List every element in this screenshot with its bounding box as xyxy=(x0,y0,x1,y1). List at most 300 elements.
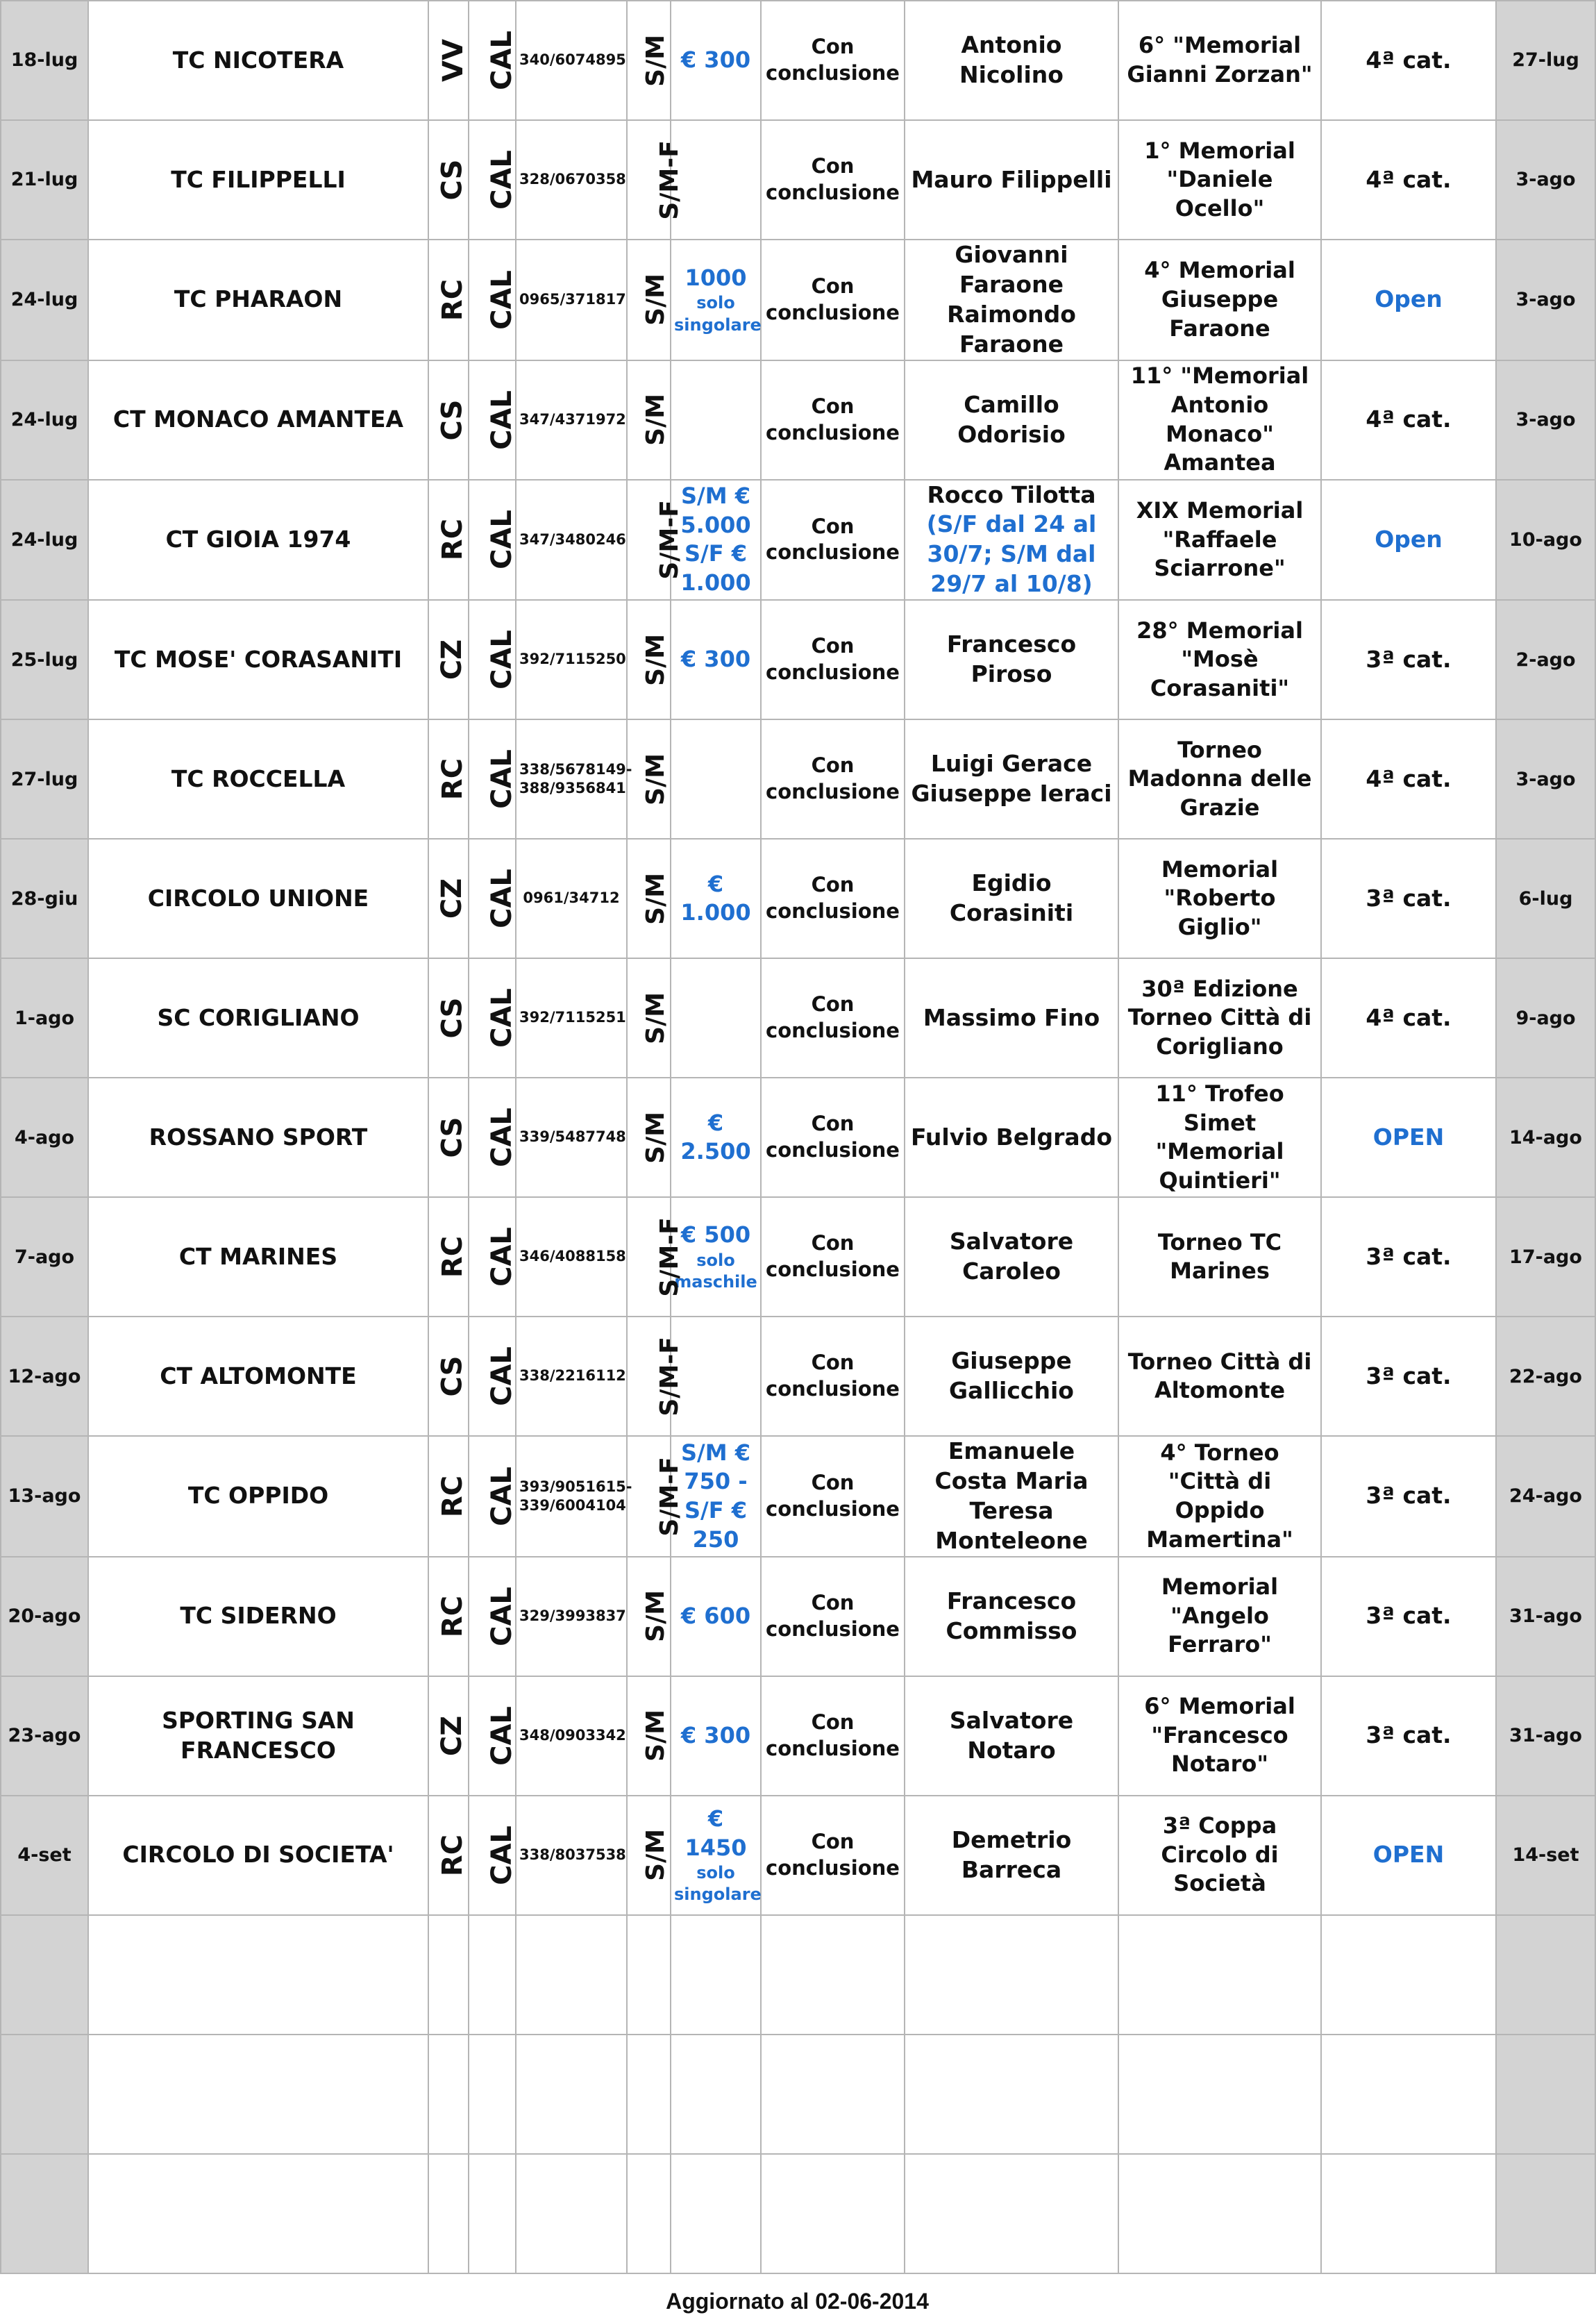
referee-name: Camillo Odorisio xyxy=(957,390,1066,448)
draw-type xyxy=(627,600,671,719)
draw-type-label: S/M-F xyxy=(655,1217,684,1297)
referee-name: Egidio Corasiniti xyxy=(949,869,1074,927)
draw-type-label: S/M xyxy=(641,1590,671,1643)
province-label: RC xyxy=(437,1595,469,1637)
club-name: ROSSANO SPORT xyxy=(88,1078,428,1197)
draw-type-label: S/M xyxy=(641,753,671,805)
draw-type xyxy=(627,958,671,1078)
category: OPEN xyxy=(1321,1796,1496,1915)
province xyxy=(428,1557,469,1676)
referee-name: Fulvio Belgrado xyxy=(911,1123,1112,1151)
prize-money xyxy=(671,1557,761,1676)
category: 4ª cat. xyxy=(1321,1,1496,120)
referee xyxy=(905,1,1118,120)
club-name: CT MARINES xyxy=(88,1197,428,1317)
draw-type xyxy=(627,1796,671,1915)
province xyxy=(428,1436,469,1557)
category: OPEN xyxy=(1321,1078,1496,1197)
referee xyxy=(905,839,1118,958)
region xyxy=(469,1436,516,1557)
empty-cell xyxy=(1496,2035,1595,2154)
phone: 340/6074895 xyxy=(516,1,627,120)
region-label: CAL xyxy=(485,1227,518,1287)
empty-cell xyxy=(516,2035,627,2154)
referee xyxy=(905,120,1118,240)
province-label: CS xyxy=(436,1117,469,1158)
prize-amount: 1000 xyxy=(684,264,747,291)
province xyxy=(428,1197,469,1317)
table-row xyxy=(1,240,1595,360)
table-row xyxy=(1,1676,1595,1796)
tournament-name: Torneo Madonna delle Grazie xyxy=(1118,719,1321,839)
table-row xyxy=(1,958,1595,1078)
region-label: CAL xyxy=(485,390,518,450)
club-name: TC FILIPPELLI xyxy=(88,120,428,240)
prize-money xyxy=(671,360,761,480)
province xyxy=(428,719,469,839)
region xyxy=(469,360,516,480)
province-label: CZ xyxy=(436,1715,469,1756)
prize-money xyxy=(671,1676,761,1796)
empty-cell xyxy=(761,2154,905,2273)
province xyxy=(428,1317,469,1436)
start-date: 7-ago xyxy=(1,1197,88,1317)
phone: 392/7115250 xyxy=(516,600,627,719)
province-label: RC xyxy=(437,519,469,561)
province xyxy=(428,1078,469,1197)
province xyxy=(428,1676,469,1796)
end-date: 9-ago xyxy=(1496,958,1595,1078)
province-label: CS xyxy=(436,1355,469,1397)
empty-cell xyxy=(88,2035,428,2154)
prize-amount: € 2.500 xyxy=(680,1109,751,1165)
start-date: 1-ago xyxy=(1,958,88,1078)
prize-amount: S/M € 5.000 S/F € 1.000 xyxy=(680,483,751,596)
referee-name: Massimo Fino xyxy=(923,1003,1100,1031)
table-row xyxy=(1,480,1595,601)
start-date: 24-lug xyxy=(1,360,88,480)
prize-amount: S/M € 750 - S/F € 250 xyxy=(681,1439,750,1553)
region-label: CAL xyxy=(485,1346,518,1407)
empty-cell xyxy=(1118,2154,1321,2273)
format: Con conclusione xyxy=(761,480,905,601)
table-row xyxy=(1,1,1595,120)
start-date: 4-ago xyxy=(1,1078,88,1197)
draw-type-label: S/M xyxy=(641,992,671,1044)
empty-cell xyxy=(516,1915,627,2035)
prize-amount: € 1450 xyxy=(684,1805,747,1861)
category: 4ª cat. xyxy=(1321,120,1496,240)
end-date: 17-ago xyxy=(1496,1197,1595,1317)
category: 4ª cat. xyxy=(1321,719,1496,839)
table-row xyxy=(1,1078,1595,1197)
empty-cell xyxy=(1,2035,88,2154)
region xyxy=(469,480,516,601)
empty-cell xyxy=(428,1915,469,2035)
empty-cell xyxy=(1496,2154,1595,2273)
category: 3ª cat. xyxy=(1321,1676,1496,1796)
format: Con conclusione xyxy=(761,240,905,360)
draw-type xyxy=(627,1317,684,1436)
province xyxy=(428,240,469,360)
end-date: 31-ago xyxy=(1496,1676,1595,1796)
format: Con conclusione xyxy=(761,120,905,240)
table-row xyxy=(1,1197,1595,1317)
province xyxy=(428,1796,469,1915)
empty-cell xyxy=(516,2154,627,2273)
province-label: CS xyxy=(436,997,469,1039)
prize-money xyxy=(671,719,761,839)
prize-money xyxy=(671,1078,761,1197)
end-date: 3-ago xyxy=(1496,719,1595,839)
referee xyxy=(905,719,1118,839)
draw-type xyxy=(627,839,671,958)
club-name: TC SIDERNO xyxy=(88,1557,428,1676)
empty-cell xyxy=(905,2154,1118,2273)
referee-name: Salvatore Notaro xyxy=(949,1706,1074,1764)
tournament-name: 11° "Memorial Antonio Monaco" Amantea xyxy=(1118,360,1321,480)
format: Con conclusione xyxy=(761,1317,905,1436)
draw-type-label: S/M-F xyxy=(655,500,684,580)
draw-type xyxy=(627,1078,671,1197)
end-date: 22-ago xyxy=(1496,1317,1595,1436)
phone: 0965/371817 xyxy=(516,240,627,360)
referee xyxy=(905,1317,1118,1436)
prize-money xyxy=(671,240,761,360)
referee xyxy=(905,600,1118,719)
province-label: CZ xyxy=(436,878,469,919)
draw-type xyxy=(627,719,671,839)
phone: 393/9051615-339/6004104 xyxy=(516,1436,627,1557)
empty-cell xyxy=(428,2035,469,2154)
tournament-name: XIX Memorial "Raffaele Sciarrone" xyxy=(1118,480,1321,601)
region xyxy=(469,958,516,1078)
phone: 346/4088158 xyxy=(516,1197,627,1317)
region-label: CAL xyxy=(485,1108,518,1168)
region xyxy=(469,240,516,360)
format: Con conclusione xyxy=(761,600,905,719)
region-label: CAL xyxy=(485,269,518,330)
table-row xyxy=(1,360,1595,480)
referee-name: Mauro Filippelli xyxy=(911,165,1112,193)
format: Con conclusione xyxy=(761,1676,905,1796)
region xyxy=(469,1796,516,1915)
tournament-name: Torneo Città di Altomonte xyxy=(1118,1317,1321,1436)
end-date: 10-ago xyxy=(1496,480,1595,601)
format: Con conclusione xyxy=(761,1796,905,1915)
club-name: CT MONACO AMANTEA xyxy=(88,360,428,480)
referee-name: Emanuele Costa Maria Teresa Monteleone xyxy=(934,1437,1089,1554)
draw-type-label: S/M-F xyxy=(655,1456,684,1537)
table-row xyxy=(1,1796,1595,1915)
province-label: RC xyxy=(437,278,469,321)
category: 3ª cat. xyxy=(1321,1557,1496,1676)
referee xyxy=(905,1676,1118,1796)
province xyxy=(428,120,469,240)
start-date: 25-lug xyxy=(1,600,88,719)
draw-type xyxy=(627,1197,684,1317)
phone: 347/3480246 xyxy=(516,480,627,601)
referee xyxy=(905,480,1118,601)
referee xyxy=(905,958,1118,1078)
referee xyxy=(905,1197,1118,1317)
empty-cell xyxy=(671,1915,761,2035)
prize-amount: € 300 xyxy=(680,47,751,74)
format: Con conclusione xyxy=(761,1078,905,1197)
empty-cell xyxy=(1321,1915,1496,2035)
start-date: 13-ago xyxy=(1,1436,88,1557)
province xyxy=(428,839,469,958)
phone: 339/5487748 xyxy=(516,1078,627,1197)
empty-cell xyxy=(469,2154,516,2273)
prize-money xyxy=(671,1796,761,1915)
tournament-name: 1° Memorial "Daniele Ocello" xyxy=(1118,120,1321,240)
format: Con conclusione xyxy=(761,1,905,120)
end-date: 3-ago xyxy=(1496,240,1595,360)
phone: 392/7115251 xyxy=(516,958,627,1078)
category: 3ª cat. xyxy=(1321,600,1496,719)
referee-name: Salvatore Caroleo xyxy=(949,1228,1074,1285)
region-label: CAL xyxy=(485,1705,518,1766)
format: Con conclusione xyxy=(761,1197,905,1317)
start-date: 28-giu xyxy=(1,839,88,958)
empty-cell xyxy=(1,1915,88,2035)
club-name: TC PHARAON xyxy=(88,240,428,360)
category: Open xyxy=(1321,240,1496,360)
table-row xyxy=(1,839,1595,958)
category: 3ª cat. xyxy=(1321,839,1496,958)
referee-name: Antonio Nicolino xyxy=(959,31,1064,88)
province xyxy=(428,958,469,1078)
empty-cell xyxy=(1321,2154,1496,2273)
draw-type xyxy=(627,360,671,480)
province-label: RC xyxy=(437,1475,469,1517)
table-row xyxy=(1,1317,1595,1436)
region xyxy=(469,1676,516,1796)
referee xyxy=(905,360,1118,480)
empty-cell xyxy=(1118,1915,1321,2035)
format: Con conclusione xyxy=(761,839,905,958)
empty-cell xyxy=(428,2154,469,2273)
referee-name: Rocco Tilotta xyxy=(927,481,1096,508)
start-date: 12-ago xyxy=(1,1317,88,1436)
club-name: CIRCOLO UNIONE xyxy=(88,839,428,958)
category: Open xyxy=(1321,480,1496,601)
referee-name: Francesco Commisso xyxy=(946,1587,1077,1644)
region xyxy=(469,839,516,958)
region-label: CAL xyxy=(485,630,518,690)
draw-type-label: S/M xyxy=(641,394,671,446)
category: 4ª cat. xyxy=(1321,958,1496,1078)
table-row xyxy=(1,120,1595,240)
draw-type-label: S/M xyxy=(641,1710,671,1762)
draw-type xyxy=(627,120,684,240)
draw-type xyxy=(627,1557,671,1676)
empty-cell xyxy=(1118,2035,1321,2154)
region xyxy=(469,600,516,719)
province xyxy=(428,360,469,480)
club-name: CT GIOIA 1974 xyxy=(88,480,428,601)
start-date: 24-lug xyxy=(1,240,88,360)
province-label: VV xyxy=(437,39,469,82)
end-date: 24-ago xyxy=(1496,1436,1595,1557)
draw-type-label: S/M xyxy=(641,34,671,87)
prize-amount: € 300 xyxy=(680,1721,751,1748)
empty-cell xyxy=(761,1915,905,2035)
club-name: CIRCOLO DI SOCIETA' xyxy=(88,1796,428,1915)
region xyxy=(469,1,516,120)
prize-amount: € 1.000 xyxy=(680,870,751,926)
referee-name: Francesco Piroso xyxy=(946,630,1077,688)
region-label: CAL xyxy=(485,749,518,810)
province-label: CS xyxy=(436,159,469,201)
draw-type-label: S/M xyxy=(641,872,671,925)
empty-cell xyxy=(1321,2035,1496,2154)
empty-row xyxy=(1,1915,1595,2035)
region-label: CAL xyxy=(485,869,518,929)
empty-cell xyxy=(905,1915,1118,2035)
start-date: 21-lug xyxy=(1,120,88,240)
province-label: CS xyxy=(436,399,469,441)
prize-money xyxy=(671,958,761,1078)
draw-type xyxy=(627,480,684,601)
end-date: 6-lug xyxy=(1496,839,1595,958)
table-row xyxy=(1,1436,1595,1557)
phone: 328/0670358 xyxy=(516,120,627,240)
category: 3ª cat. xyxy=(1321,1436,1496,1557)
prize-money xyxy=(671,839,761,958)
club-name: TC MOSE' CORASANITI xyxy=(88,600,428,719)
tournament-name: Torneo TC Marines xyxy=(1118,1197,1321,1317)
end-date: 27-lug xyxy=(1496,1,1595,120)
empty-cell xyxy=(469,1915,516,2035)
region-label: CAL xyxy=(485,510,518,570)
draw-type-label: S/M xyxy=(641,274,671,326)
phone: 0961/34712 xyxy=(516,839,627,958)
region xyxy=(469,1078,516,1197)
province xyxy=(428,1,469,120)
tournament-name: 3ª Coppa Circolo di Società xyxy=(1118,1796,1321,1915)
tournament-name: 30ª Edizione Torneo Città di Corigliano xyxy=(1118,958,1321,1078)
prize-money xyxy=(671,1,761,120)
empty-cell xyxy=(627,1915,671,2035)
end-date: 14-ago xyxy=(1496,1078,1595,1197)
tournament-name: Memorial "Angelo Ferraro" xyxy=(1118,1557,1321,1676)
end-date: 31-ago xyxy=(1496,1557,1595,1676)
end-date: 3-ago xyxy=(1496,360,1595,480)
region-label: CAL xyxy=(485,988,518,1049)
phone: 338/2216112 xyxy=(516,1317,627,1436)
club-name: TC ROCCELLA xyxy=(88,719,428,839)
referee-name: Demetrio Barreca xyxy=(951,1826,1072,1883)
format: Con conclusione xyxy=(761,1436,905,1557)
province xyxy=(428,480,469,601)
prize-amount: € 600 xyxy=(680,1602,751,1629)
referee-note: (S/F dal 24 al 30/7; S/M dal 29/7 al 10/8) xyxy=(926,510,1097,598)
category: 4ª cat. xyxy=(1321,360,1496,480)
table-row xyxy=(1,719,1595,839)
tournament-name: 4° Torneo "Città di Oppido Mamertina" xyxy=(1118,1436,1321,1557)
club-name: SC CORIGLIANO xyxy=(88,958,428,1078)
start-date: 18-lug xyxy=(1,1,88,120)
empty-cell xyxy=(88,1915,428,2035)
referee-name: Giuseppe Gallicchio xyxy=(949,1347,1074,1405)
draw-type-label: S/M xyxy=(641,1111,671,1164)
empty-cell xyxy=(627,2154,671,2273)
empty-cell xyxy=(627,2035,671,2154)
referee xyxy=(905,1557,1118,1676)
empty-row xyxy=(1,2035,1595,2154)
draw-type xyxy=(627,240,671,360)
phone: 347/4371972 xyxy=(516,360,627,480)
province-label: RC xyxy=(437,758,469,801)
region-label: CAL xyxy=(485,31,518,90)
prize-note: solo singolare xyxy=(674,293,762,335)
tournament-name: 11° Trofeo Simet "Memorial Quintieri" xyxy=(1118,1078,1321,1197)
referee xyxy=(905,1796,1118,1915)
draw-type xyxy=(627,1676,671,1796)
empty-cell xyxy=(88,2154,428,2273)
region-label: CAL xyxy=(485,1467,518,1526)
empty-cell xyxy=(1496,1915,1595,2035)
format: Con conclusione xyxy=(761,1557,905,1676)
referee xyxy=(905,240,1118,360)
prize-note: solo maschile xyxy=(674,1250,757,1292)
format: Con conclusione xyxy=(761,360,905,480)
draw-type xyxy=(627,1436,684,1557)
empty-cell xyxy=(671,2035,761,2154)
phone: 338/8037538 xyxy=(516,1796,627,1915)
tournament-name: 4° Memorial Giuseppe Faraone xyxy=(1118,240,1321,360)
region-label: CAL xyxy=(485,1825,518,1885)
province-label: RC xyxy=(437,1236,469,1278)
region-label: CAL xyxy=(485,1586,518,1646)
tournament-name: Memorial "Roberto Giglio" xyxy=(1118,839,1321,958)
club-name: TC NICOTERA xyxy=(88,1,428,120)
region xyxy=(469,1197,516,1317)
format: Con conclusione xyxy=(761,719,905,839)
tournament-name: 6° "Memorial Gianni Zorzan" xyxy=(1118,1,1321,120)
table-row xyxy=(1,600,1595,719)
category: 3ª cat. xyxy=(1321,1197,1496,1317)
draw-type-label: S/M xyxy=(641,1829,671,1882)
end-date: 3-ago xyxy=(1496,120,1595,240)
draw-type-label: S/M-F xyxy=(655,140,684,220)
region xyxy=(469,1317,516,1436)
format: Con conclusione xyxy=(761,958,905,1078)
empty-row xyxy=(1,2154,1595,2273)
end-date: 14-set xyxy=(1496,1796,1595,1915)
prize-note: solo singolare xyxy=(674,1863,762,1905)
empty-cell xyxy=(1,2154,88,2273)
empty-cell xyxy=(905,2035,1118,2154)
province-label: RC xyxy=(437,1834,469,1876)
region xyxy=(469,719,516,839)
phone: 348/0903342 xyxy=(516,1676,627,1796)
empty-cell xyxy=(671,2154,761,2273)
table-row xyxy=(1,1557,1595,1676)
draw-type-label: S/M-F xyxy=(655,1336,684,1417)
province xyxy=(428,600,469,719)
table-body xyxy=(1,1,1595,2273)
draw-type-label: S/M xyxy=(641,633,671,686)
region xyxy=(469,1557,516,1676)
club-name: TC OPPIDO xyxy=(88,1436,428,1557)
prize-amount: € 500 xyxy=(680,1221,751,1248)
phone: 338/5678149-388/9356841 xyxy=(516,719,627,839)
category: 3ª cat. xyxy=(1321,1317,1496,1436)
draw-type xyxy=(627,1,671,120)
